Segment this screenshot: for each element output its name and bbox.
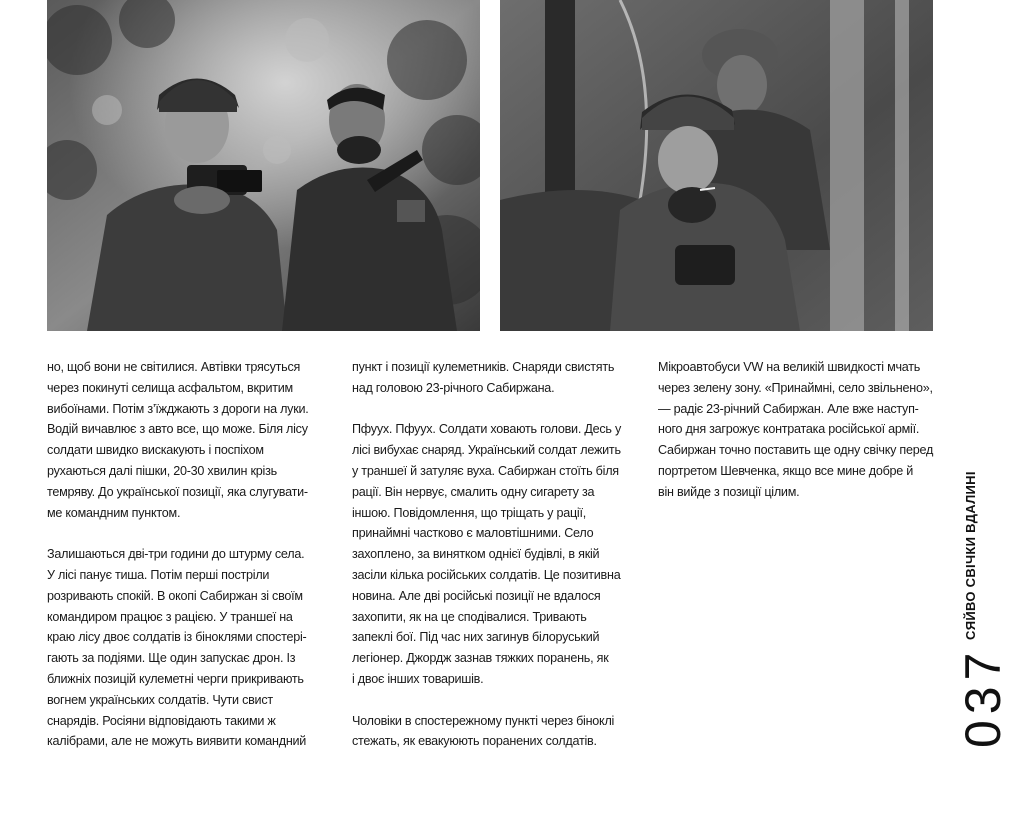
photo-soldier-smoking (500, 0, 933, 331)
text-line: портретом Шевченка, якщо все мине добре й (658, 463, 914, 478)
text-line: Мікроавтобуси VW на великій швидкості мчать (658, 360, 921, 374)
paragraph (352, 419, 642, 689)
photo-soldiers-drone (47, 0, 480, 331)
paragraph (352, 711, 642, 753)
text-line: краю лісу двоє солдатів із біноклями спостері- (47, 630, 307, 645)
text-line: новина. Але дві російські позиції не вдалося (352, 588, 601, 603)
text-column-3 (658, 357, 948, 523)
paragraph (47, 357, 337, 523)
text-line: Чоловіки в спостережному пункті через біноклі (352, 713, 615, 728)
text-line: пункт і позиції кулеметників. Снаряди свистять (352, 360, 615, 374)
text-column-1 (47, 357, 337, 773)
text-line: розривають спокій. В окопі Сабиржан зі своїм (47, 588, 303, 603)
text-line: У лісі панує тиша. Потім перші постріли (47, 567, 270, 582)
text-line: вогнем українських солдатів. Чути свист (47, 692, 273, 707)
text-line: іншою. Повідомлення, що тріщать у рації, (352, 505, 586, 520)
text-line: Сабиржан точно поставить ще одну свічку перед (658, 443, 934, 458)
text-line: ближніх позицій кулеметні черги прикривають (47, 671, 304, 686)
text-line: вибоїнами. Потім з’їжджають з дороги на луки. (47, 401, 309, 416)
text-line: снарядів. Росіяни відповідають такими ж (47, 713, 276, 728)
text-line: — радіє 23-річний Сабиржан. Але вже наступ- (658, 401, 919, 416)
text-line: солдати швидко вискакують і поспіхом (47, 443, 264, 458)
text-line: ме командним пунктом. (47, 505, 181, 520)
paragraph (352, 357, 642, 399)
text-line: через зелену зону. «Принаймні, село звільнено», (658, 380, 933, 395)
text-line: над головою 23-річного Сабиржана. (352, 380, 555, 395)
text-line: но, щоб вони не світилися. Автівки трясуться (47, 360, 301, 374)
text-line: захоплено, за винятком однієї будівлі, в якій (352, 547, 600, 562)
photo-soldiers-drone-image (47, 0, 480, 331)
text-line: ного дня загрожує контратака російської армії. (658, 422, 920, 437)
text-line: Пфуух. Пфуух. Солдати ховають голови. Десь у (352, 422, 622, 437)
section-title: СЯЙВО СВІЧКИ ВДАЛИНІ (963, 471, 978, 640)
text-line: засіли кілька російських солдатів. Це позитивна (352, 567, 621, 582)
photo-soldier-smoking-image (500, 0, 933, 331)
text-line: через покинуті селища асфальтом, вкритим (47, 380, 293, 395)
text-line: легіонер. Джордж зазнав тяжких поранень, як (352, 651, 609, 666)
text-line: у траншеї й затуляє вуха. Сабиржан стоїть біля (352, 463, 619, 478)
text-line: калібрами, але не можуть виявити командний (47, 734, 307, 749)
text-line: запеклі бої. Під час них загинув білоруський (352, 630, 600, 645)
text-column-2 (352, 357, 642, 773)
text-line: стежать, як евакуюють поранених солдатів. (352, 734, 597, 749)
text-line: рухаються далі пішки, 20-30 хвилин крізь (47, 463, 277, 478)
text-line: лісі вибухає снаряд. Український солдат лежить (352, 443, 621, 458)
text-line: рації. Він нервує, смалить одну сигарету за (352, 484, 595, 499)
text-line: Залишаються дві-три години до штурму села. (47, 547, 305, 562)
text-line: захопити, як на це сподівалися. Тривають (352, 609, 587, 624)
text-line: командиром працює з рацією. У траншеї на (47, 609, 293, 624)
paragraph (47, 544, 337, 752)
page-number: 037 (955, 646, 1011, 748)
paragraph (658, 357, 948, 503)
text-line: темряву. До української позиції, яка слугувати- (47, 484, 308, 499)
text-line: гають за подіями. Ще один запускає дрон. Із (47, 651, 296, 666)
text-line: і двоє інших товаришів. (352, 671, 484, 686)
text-line: Водій вичавлює з авто все, що може. Біля лісу (47, 422, 308, 437)
text-line: він вийде з позиції цілим. (658, 484, 800, 499)
text-line: принаймні частково є маловтішними. Село (352, 526, 594, 541)
